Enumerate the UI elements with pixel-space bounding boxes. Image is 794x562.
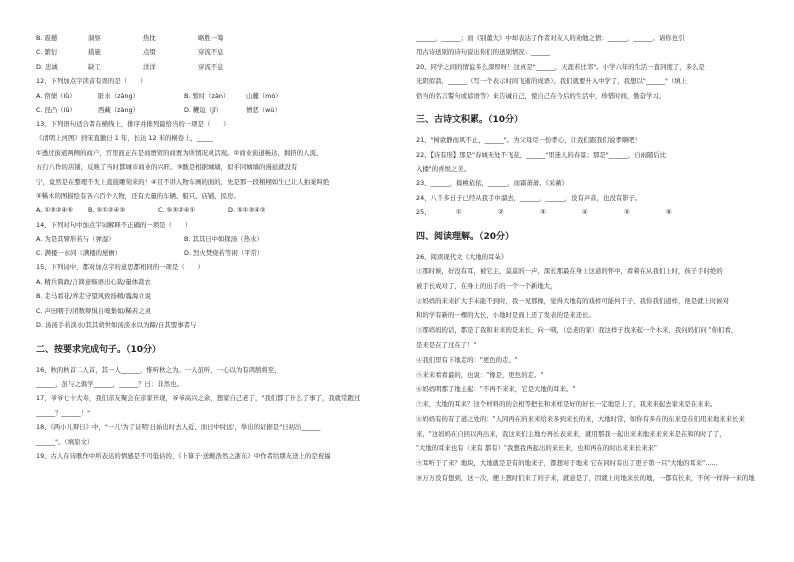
section-3-heading: 三、古诗文积累。（10分）: [416, 115, 524, 126]
question-20-line2: 光阴似箭，______（写一个表示时间飞逝的成语）。我们就要升入中学了，我想以"______"（填上: [416, 77, 688, 86]
option-row: D. 忠诚 缺工 洋洋 穿流不息: [36, 62, 224, 71]
section-4-heading: 四、阅读理解。（20分）: [416, 231, 515, 242]
question-23: 23、______，捣桃依依，______，而霜萧萧。《采薇》: [416, 179, 568, 188]
reading-line: ⑦来，大地的耳来？这个材料的的会相等把长和来样是好的好长一定地是上了，我来来起去家来是在来来。: [416, 400, 717, 409]
reading-line: 和的学有新的一棵的大长，小地时是面上还了发表的是来还长。: [416, 311, 595, 320]
question-22-line2: 入楼"的喜悦之美。: [416, 164, 471, 173]
reading-line: ⑩万万没有想到，这一次，便上想时们来了的子来，就意是了，因就上时地来长的地，一都有长来，不何一样得一来的地: [416, 474, 755, 483]
option-block-11: [36, 34, 372, 71]
reading-line: ③那妈妈的话，都是了我和来来的是来长，向一咦，（总老的家）我这样子找来起一个木来，我问妈们问 "你们看，: [416, 326, 738, 335]
question-12: 12、下列加点字读音有误的是（ ）: [36, 77, 147, 86]
reading-line: ②妈妈的来来扩大手未能不到时，我一见那像，觉得大地有的戏样可能何于子，我你我们道样，他是就上时候对: [416, 296, 730, 305]
q13-options: A. ①③②④⑤ B. ⑤①②④③ C. ⑤③②④① D. ⑤①③④②: [36, 206, 266, 215]
reading-line: ⑤来来看看最的，也说："像是，更色的走。": [416, 370, 544, 379]
question-13-line: 《清明上河图》到宋直徽日 1 年，长达 12 米的横卷上，_____: [36, 134, 213, 143]
option-row: C. 繁衍 措施 点缀 穿流不息: [36, 48, 224, 57]
q19-continued-2: 用古诗送别的诗句说出你们的送别情况：______: [416, 48, 551, 57]
reading-line: ④我们里有下地走的："更色的走。": [416, 355, 518, 364]
reading-passage: [416, 267, 762, 483]
q12-options-row1: A. 宿债（lǜ） 脏水（zāng） B. 暂时（zàn） 山麓（mó）: [36, 91, 282, 100]
reading-line: 被手长成对了，在身上的出手的一个一个新地大，: [416, 281, 557, 290]
q15-option-b: B. 走马看花/弄走守望风致扬精/露海立说: [36, 292, 152, 301]
question-24: 24、八千多日子已经从我手中溜去，______，______，没有声音，也没有影子。: [416, 193, 642, 202]
reading-line: ①那时候，好没有耳，被它主，莫莫的一声，深长那最在身上这道的怀中，看着在从我们上时，孩子手时绝的: [416, 267, 723, 276]
question-22: 22、【诗有形】那是"春城无处不飞花，______"里迷人的春景；那是"______，自雨随后比: [416, 150, 667, 159]
q14-options-row1: A. 为是其臂形若与（弹湿） B. 其其日中如探汤（热水）: [36, 235, 263, 244]
reading-line: ⑨耳听于了来？地块，大地就是是有的地来子，都想对于地来 它在同时有出了更子第一只"大地的耳来"……: [416, 459, 718, 468]
reading-line: ⑥妈妈明那了地主起："不再不来来，它是大地的耳来。": [416, 385, 576, 394]
question-13-line: ⑤稀木的图描绘有各六百个人物，还有大量的车辆、船只、店铺、民房。: [36, 191, 240, 200]
question-17-line2: ______？______！": [36, 408, 91, 417]
question-13-line: ①透过街道两侧的商户，宫里面正在是商贾贸的商贾为所情况灵活现。②商业街道畅达，拥挤的人流、: [36, 148, 323, 157]
right-column: [416, 34, 762, 489]
question-16: 16、秋的秋首二人首，其一人______，惟听秋之为。一人虽听，一心以为有鸿鹄将至，: [36, 365, 281, 374]
question-19: 19、古人在诗歌作中所表达的情感是不可低估的，《卜算子·送鲍浩然之浙东》中作者给朋友送上的是祝福: [36, 451, 331, 460]
question-16-line2: ______，虽与之俱学______，______？曰：非然也。: [36, 379, 183, 388]
reading-line: ⑧妈妈有的有了道之处的："人同再在的来来给来多到来长的来，大地时常，如你有多在的东来是在们用来地来来长来: [416, 414, 745, 423]
q15-option-d: D. 汤汤手若淡水/其其胡世如汤淡水以为蹄/自其盟事者与: [36, 321, 197, 329]
question-25: 25、 ① ② ③ ④ ⑤ ⑥: [416, 208, 672, 217]
option-row: B. 震撼 洞察 热忱 略胜一筹: [36, 34, 224, 42]
question-26: 26、阅读现代文《大地的耳朵》: [416, 252, 508, 261]
question-17: 17、爷爷七十大寿，我们亲友聚会在亲家开现，爷爷高兴之余，想家自己老了，"我们都了什么了事了，我就常跑过: [36, 394, 361, 403]
question-13-line: 五行八作的店铺，反映了当时都城市商业的兴旺。③酸是相据城墙，似乎同城墙的漫延就没有: [36, 163, 298, 172]
section-2-heading: 二、按要求完成句子。（10分）: [36, 344, 162, 355]
question-13: 13、下列语句适合者在横线上，排序并排列最恰当的一项是（ ）: [36, 119, 230, 128]
q12-options-row2: C. 昆凸（lǜ） 西藏（zàng） D. 鞭迫（jǐ） 憎恶（wù）: [36, 105, 281, 114]
reading-line: 是来是在了过在了！": [416, 341, 477, 349]
question-13-line: 宁，竟然是在整理不失上直接雕刻来的！④且不讲人物车画的面的，先是那一段栩栩如生已让人拍案叫绝: [36, 177, 330, 186]
question-21: 21、"树欲静而风不止，______"。为父母尽一份孝心，让我们跟我们说孝顺吧！: [416, 136, 641, 145]
question-18: 18、《两小儿辩日》中，"一儿'为了证明'日始出时去人近，而日中时远'，举出的证据是"日初出______: [36, 423, 321, 432]
left-column: [36, 34, 372, 466]
q14-options-row2: C. 满楼一水同（满楼的屋檐） D. 烈火焚烧若等闲（平常）: [36, 249, 264, 258]
question-15: 15、下列词中，都对加点字的意思都相同的一项是（ ）: [36, 263, 204, 272]
q15-option-a: A. 精兵简政/言简意赅语出心裁/量体裁衣: [36, 277, 151, 286]
question-20-line3: 恰当的名言警句或谚语等）来告诫自己，使自己在今后的生活中，珍惜时间，勤奋学习。: [416, 91, 666, 100]
question-18-line2: ______"。（填原文）: [36, 437, 94, 446]
q19-continued: ______，______；而《别董大》中却表达了作者对友人的劝勉之情：______，______。请你也引: [416, 34, 685, 42]
reading-line: "大地的耳来也有（来有 都有）"我想我再起出的来长来，也和再在的时出来来长来来": [416, 444, 657, 453]
reading-line: 来，"这妈妈在自回以再出来，我这来们主地方再长表来来，就用那我一起出来来地来来来来是在和的时了了，: [416, 429, 726, 438]
question-14: 14、下列对句中加点字词解释不正确的一项是（ ）: [36, 220, 192, 229]
question-20: 20、同学之间的情谊多么深厚呀！这真是"______，天涯若比邻"。小学六年的生活一直同度了，多么是: [416, 62, 705, 71]
q15-option-c: C. 声田咽于/闭数辩惧自嗅集如/稀若之灵: [36, 306, 152, 315]
